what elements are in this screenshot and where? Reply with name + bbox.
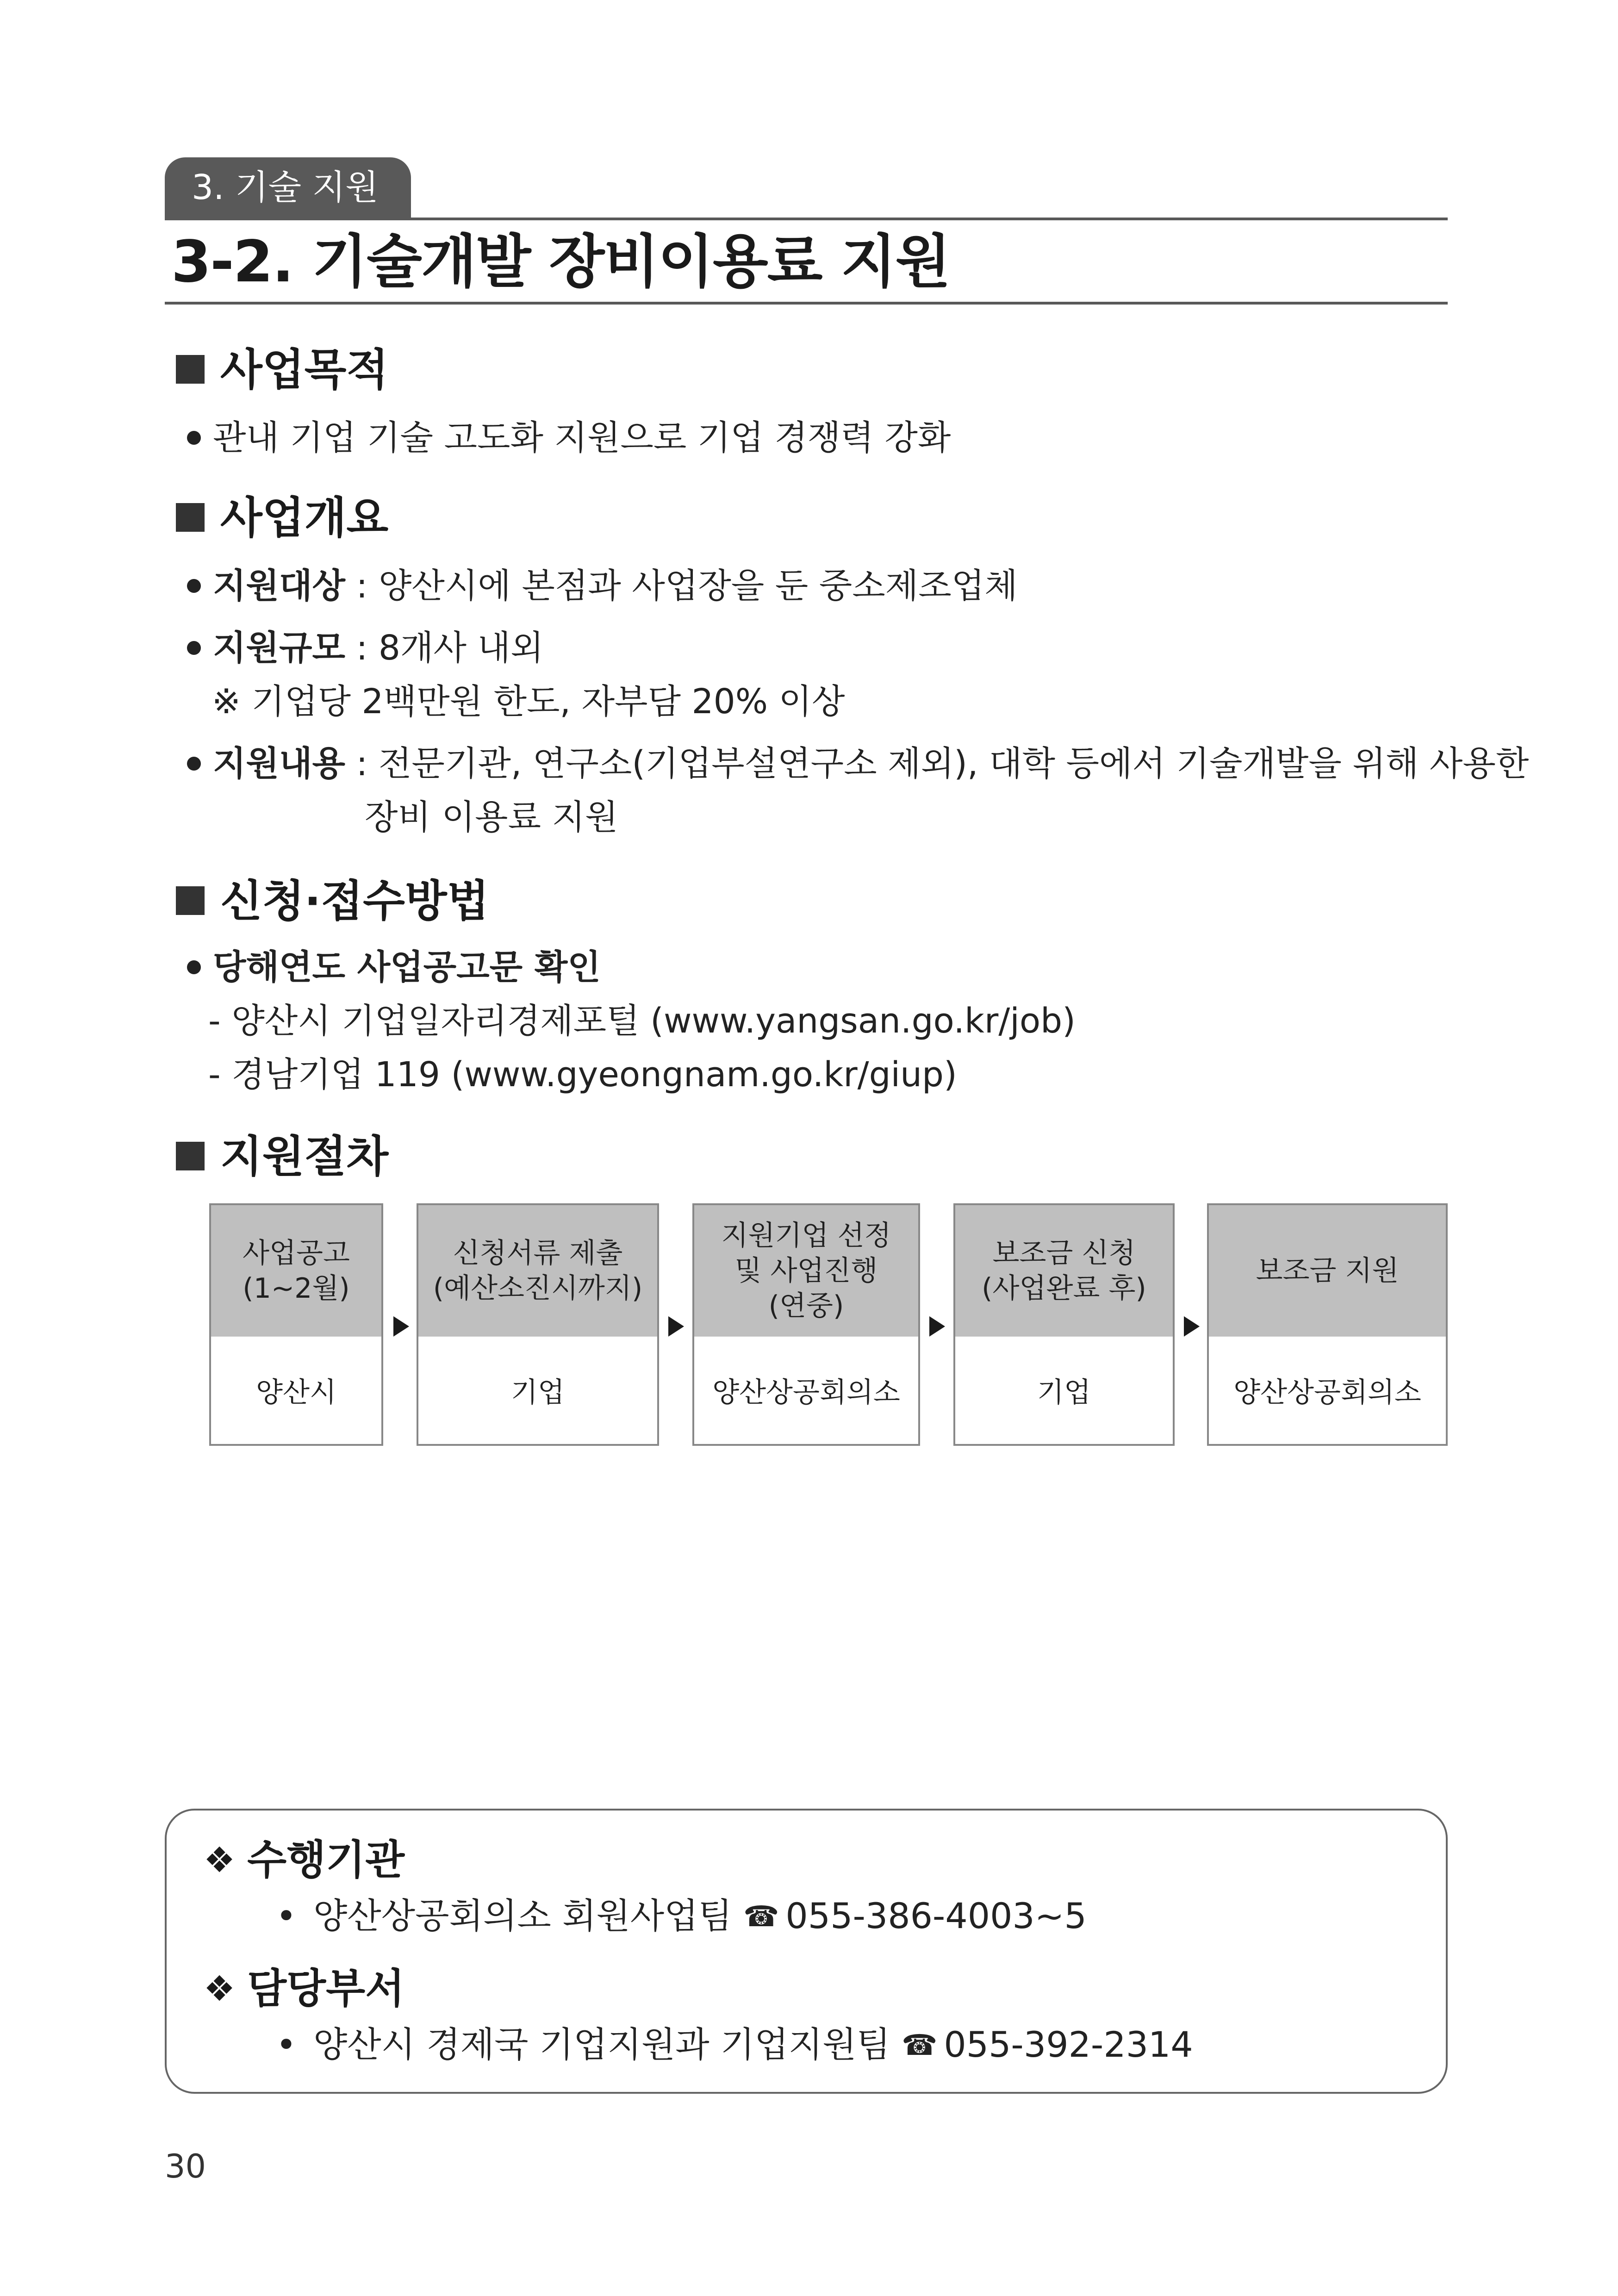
section-procedure-heading (176, 1129, 388, 1185)
agency-contact (276, 1893, 1087, 1940)
arrow-right-icon (393, 1316, 409, 1337)
agency-name: 양산상공회의소 회원사업팀 (313, 1895, 732, 1936)
bullet-dot-icon (187, 757, 201, 771)
square-bullet-icon (176, 503, 205, 532)
procedure-heading-text: 지원절차 (220, 1132, 389, 1182)
content-text: : 전문기관, 연구소(기업부설연구소 제외), 대학 등에서 기술개발을 위해 사용한 (345, 744, 1529, 784)
step-actor: 기업 (511, 1376, 565, 1409)
department-heading-text: 담당부서 (247, 1965, 405, 2012)
target-label: 지원대상 (213, 566, 345, 606)
bullet-dot-icon (187, 960, 201, 974)
procedure-step-4 (953, 1203, 1175, 1446)
application-lead: 당해연도 사업공고문 확인 (213, 947, 601, 987)
step-title-text: 사업공고 (1~2월) (243, 1237, 350, 1305)
overview-scale-item (187, 625, 543, 671)
purpose-heading-text: 사업목적 (220, 345, 389, 395)
title-top-rule (165, 218, 1448, 220)
bullet-icon: • (276, 2024, 297, 2065)
procedure-step-1 (209, 1203, 383, 1446)
department-name: 양산시 경제국 기업지원과 기업지원팀 (313, 2024, 890, 2065)
arrow-right-icon (668, 1316, 684, 1337)
chapter-tab: 3. 기술 지원 (165, 157, 411, 218)
step-title-text: 신청서류 제출 (예산소진시까지) (433, 1237, 643, 1305)
target-text: : 양산시에 본점과 사업장을 둔 중소제조업체 (345, 566, 1018, 606)
step-actor: 양산상공회의소 (712, 1376, 900, 1409)
application-heading-text: 신청·접수방법 (220, 876, 489, 927)
step-title (694, 1205, 918, 1337)
procedure-step-3 (692, 1203, 920, 1446)
bullet-dot-icon (187, 431, 201, 445)
bullet-dot-icon (187, 641, 201, 655)
scale-note: ※ 기업당 2백만원 한도, 자부담 20% 이상 (212, 682, 845, 722)
application-link-gyeongnam: - 경남기업 119 (www.gyeongnam.go.kr/giup) (208, 1055, 957, 1095)
step-actor: 기업 (1037, 1376, 1091, 1409)
department-phone: 055-392-2314 (944, 2024, 1193, 2065)
scale-label: 지원규모 (213, 628, 345, 668)
step-actor: 양산상공회의소 (1233, 1376, 1421, 1409)
step-title (211, 1205, 381, 1337)
phone-icon: ☎ (743, 1899, 779, 1933)
bullet-icon: • (276, 1895, 297, 1936)
procedure-step-2 (417, 1203, 659, 1446)
overview-target-item (187, 563, 1018, 609)
diamond-ornament-icon: ❖ (204, 1968, 236, 2009)
page-title: 3-2. 기술개발 장비이용료 지원 (171, 229, 950, 295)
step-title (1209, 1205, 1446, 1337)
application-link-yangsan: - 양산시 기업일자리경제포털 (www.yangsan.go.kr/job) (208, 1001, 1076, 1041)
department-contact (276, 2022, 1193, 2068)
agency-heading (204, 1835, 404, 1885)
step-title-text: 보조금 신청 (사업완료 후) (982, 1237, 1146, 1305)
overview-content-item (187, 740, 1529, 787)
department-heading (204, 1963, 404, 2014)
step-title-text: 보조금 지원 (1256, 1255, 1399, 1287)
content-text-continued: 장비 이용료 지원 (365, 797, 618, 837)
scale-text: : 8개사 내외 (345, 628, 544, 668)
purpose-text: 관내 기업 기술 고도화 지원으로 기업 경쟁력 강화 (213, 418, 951, 458)
section-overview-heading (176, 491, 388, 546)
title-bottom-rule (165, 302, 1448, 305)
arrow-right-icon (929, 1316, 945, 1337)
section-application-heading (176, 874, 489, 929)
diamond-ornament-icon: ❖ (204, 1839, 236, 1880)
purpose-item (187, 415, 951, 461)
step-title (955, 1205, 1173, 1337)
square-bullet-icon (176, 1142, 205, 1170)
section-purpose-heading (176, 342, 388, 398)
page-number: 30 (165, 2147, 206, 2185)
bullet-dot-icon (187, 579, 201, 593)
contact-info-box (165, 1809, 1448, 2094)
procedure-step-5 (1207, 1203, 1448, 1446)
agency-heading-text: 수행기관 (247, 1836, 405, 1884)
phone-icon: ☎ (902, 2028, 938, 2062)
content-label: 지원내용 (213, 744, 345, 784)
arrow-right-icon (1184, 1316, 1200, 1337)
step-title (418, 1205, 657, 1337)
step-actor: 양산시 (256, 1376, 336, 1409)
square-bullet-icon (176, 886, 205, 915)
agency-phone: 055-386-4003~5 (785, 1895, 1087, 1936)
step-title-text: 지원기업 선정 및 사업진행 (연중) (721, 1220, 891, 1322)
overview-heading-text: 사업개요 (220, 493, 389, 543)
application-lead-item (187, 944, 601, 990)
square-bullet-icon (176, 355, 205, 384)
